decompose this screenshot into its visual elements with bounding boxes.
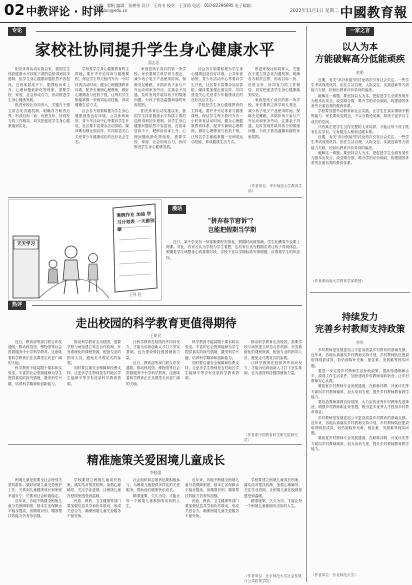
paragraph: 学校要建立困境儿童成长档案，落实结对帮扶机制，加强心理辅导，关注学业进展，让困境儿童在校园里感受到温暖。: [67, 478, 121, 498]
sidebar-top-body: [311, 78, 409, 278]
paragraph: 科学教育不能局限于课本和实验室。丰富的社会资源能够为学生提供真实的探究情境，激发科学兴趣，培养科学精神和创新能力。: [8, 366, 62, 386]
bottom-byline: 李晓蕾: [150, 470, 162, 475]
sidebar-tag: 一家之言: [346, 27, 374, 36]
paragraph: 近年来，各地不断健全困境儿童分类保障制度，基本生活保障水平稳步提高，但精准识别、精准帮扶的能力仍有待加强。: [185, 478, 239, 498]
editor-meta: 主编：翟帆 编辑：张树伟 设计：王尚书 校对：王亚琼 电话：010-82296695 电子邮箱：pinglun@edu.cn: [95, 3, 255, 13]
sidebar-bottom-byline: 李华: [356, 340, 364, 345]
paragraph: 要拓宽乡村教师专业发展通道，在职称评聘、评优评先等方面向乡村教师倾斜，加大培训力度，提升乡村教师教育教学能力。: [311, 436, 409, 451]
issue-date: 2022年11月1日 星期二: [290, 9, 339, 14]
cartoon-sign-text: 天天学习: [17, 242, 35, 247]
bottom-column-5: [244, 478, 302, 572]
paragraph: 让科学教育在校园内外同向发力，才能为培养创新人才打下坚实基础，也为建设科技强国储备力量。: [126, 340, 180, 360]
main-column-2: [75, 67, 129, 194]
bottom-column-4: [185, 478, 239, 582]
paragraph: 只有真正把学生当作完整的人来培养，才能让每个孩子既有扎实学识，又有健全人格和过硬本领。: [311, 124, 409, 135]
sidebar-bottom-source: （作者单位：东北师范大学）: [311, 573, 358, 577]
main-byline: 邵志忠: [148, 60, 160, 65]
paragraph: 阳光体育运动实施以来，我国学生体质健康水平持续下滑的趋势得到初步遏制，但学生身心健康问题依然不容忽视。近视率居高不下、肥胖检出率上升、心理问题低龄化等现象，需要学校、家庭、社会形成合力，协同推进学生身心健康发展。: [8, 67, 70, 103]
paragraph: 乡村教师是发展更加公平更高质量乡村教育的基础支撑。近年来，各地认真落实乡村教师支持计划，乡村教师队伍建设取得明显成效，但仍面临补充难、留住难、发展难等现实问题。: [311, 348, 409, 368]
paragraph: 近年来，各地不断健全困境儿童分类保障制度，基本生活保障水平稳步提高，但精准识别、精准帮扶的能力仍有待加强。: [8, 498, 62, 519]
paragraph: 社会各方面要积极为学生身心健康创造良好环境。公共体育场馆、青少年活动中心等要向学生开放，社区要丰富课余活动供给，媒体要加强正面宣传，共同营造关心关爱青少年健康成长的良好社会生态。: [191, 67, 243, 103]
paragraph: 社会各方面要积极为学生身心健康创造良好环境。公共体育场馆、青少年活动中心等要向学生开放，社区要丰富课余活动供给，媒体要加强正面宣传，共同营造关心关爱青少年健康成长的良好社会生态。: [75, 108, 129, 144]
middle-column-3: [126, 340, 180, 442]
middle-source: （作者系中国教育科学研究院研究员）: [244, 433, 298, 442]
main-column-3: [134, 67, 186, 194]
paragraph: 近期，有关"高分低能"的讨论再次引发社会关注。一些学生考试成绩优异，但在生活自理、人际交往、实践创新等方面能力欠缺，折射出教育评价导向的偏差。: [311, 78, 409, 93]
divider: [310, 292, 410, 293]
cartoon-paper-text: 寒假作业 加油 学习计划表 一天都别歇: [116, 212, 155, 233]
paragraph: 近日，教育部等部门联合印发通知，推动科技馆、博物馆等社会资源服务中小学科学教育。这意味着科学教育正在从课堂走向更广阔的天地。: [8, 340, 62, 365]
main-column-5: [248, 67, 300, 182]
sidebar-bottom-headline-2: 完善乡村教师支持政策: [314, 325, 405, 335]
middle-tag-rule: [32, 305, 302, 306]
main-column-4: [191, 67, 243, 194]
paragraph: 学校是学生身心健康教育的主阵地。要开齐开足体育与健康课程，保证学生每天校内外各一小时体育活动时间，健全心理健康教育体系，配齐专兼职心理教师，做好心理筛查与危机干预，让每名学生都能掌握一至两项运动技能，养成健康生活方式。: [191, 103, 243, 144]
middle-tag: 热评: [8, 301, 26, 310]
paragraph: 近日，某中学发布一份寒假课程安排表，假期时间被排满，学生吐槽春节也要上网课。对此，有家长认为学校为学生着想，也有家长认为假期应该让孩子得到休息。假期是学生调整身心的重要时段，学校不宜以学期标准安排假期，应尊重学生的休息权。: [166, 240, 300, 260]
paragraph: 精准施策、久久为功，才能让每一个困境儿童都拥有出彩的人生。: [126, 493, 180, 509]
main-headline: 家校社协同提升学生身心健康水平: [34, 40, 275, 59]
bottom-headline: 精准施策关爱困境儿童成长: [87, 453, 225, 467]
divider: [8, 197, 302, 198]
sidebar-divider: [306, 26, 307, 582]
paragraph: 家庭是孩子成长的第一所学校。家长要树立科学育儿观念，减少孩子电子产品使用时间，保障充足睡眠，多陪伴孩子参与户外运动和家务劳动，注重亲子沟通，及时发现并疏导孩子的情绪问题，为孩子营造温馨和谐的家庭氛围。: [248, 98, 300, 139]
main-tag-rule: [36, 31, 296, 32]
sidebar-bottom-headline-1: 持续发力: [341, 313, 378, 323]
cartoon-illustration: [8, 199, 162, 301]
paragraph: 同时要注重安全保障和经费支持，让更多学生特别是农村地区学生能够平等享有优质科学教育资源。: [67, 366, 121, 386]
paragraph: 破解这一难题，要坚持以人为本，把促进学生全面发展作为根本出发点，改变唯分数、唯升学的评价倾向，构建德智体美劳全面培养的教育体系。: [311, 93, 409, 109]
newspaper-masthead: 中國教育報: [340, 6, 408, 21]
section-title: 中教评论 · 时评: [26, 5, 104, 18]
paragraph: 近期，有关"高分低能"的讨论再次引发社会关注。一些学生考试成绩优异，但在生活自理、人际交往、实践创新等方面能力欠缺，折射出教育评价导向的偏差。: [311, 135, 409, 150]
paragraph: 社会组织和志愿者也要积极参与，为困境儿童提供多样化的关爱服务，帮助他们健康快乐成长。: [126, 478, 180, 493]
divider: [8, 444, 302, 445]
paragraph: 推进家校社协同育人，关键在于建立常态化沟通机制，明确各方职责边界，形成目标一致、优势互补、协同发力的工作格局，切实把促进学生身心健康落到实处。: [248, 67, 300, 98]
paragraph: 让科学教育在校园内外同向发力，才能为培养创新人才打下坚实基础，也为建设科技强国储备力量。: [244, 360, 302, 376]
paragraph: 学校要加强劳动教育和社会实践，让学生在真实情境中锻炼能力；家长要转变观念，不以分数论英雄，给孩子更多自主成长的空间。: [311, 109, 409, 124]
paragraph: 近日，教育部等部门联合印发通知，推动科技馆、博物馆等社会资源服务中小学科学教育。这意味着科学教育正在从课堂走向更广阔的天地。: [126, 360, 180, 386]
cartoon-subtitle: 岂能把假期当学期: [207, 227, 256, 234]
paragraph: 学校是学生身心健康教育的主阵地。要开齐开足体育与健康课程，保证学生每天校内外各一小时体育活动时间，健全心理健康教育体系，配齐专兼职心理教师，做好心理筛查与危机干预，让每名学生都能掌握一至两项运动技能，养成健康生活方式。: [75, 67, 129, 108]
sidebar-top-byline: 赵明: [356, 70, 364, 75]
bottom-column-1: [8, 478, 62, 582]
sidebar-top-headline-2: 方能破解高分低能顽疾: [314, 55, 405, 65]
bottom-column-3: [126, 478, 180, 582]
bottom-column-2: [67, 478, 121, 582]
paragraph: 要营造尊师重教良好氛围，大力宣传优秀乡村教师先进事迹，增强乡村教师职业荣誉感，吸引更多优秀人才投身乡村教育事业。: [311, 400, 409, 415]
cartoon-title: "拼弃春节窘诉"？: [207, 218, 257, 225]
middle-byline: 王新民: [150, 333, 162, 338]
bottom-source: （作者单位：北京师范大学社会发展与公共政策学院）: [244, 574, 302, 583]
middle-column-1: [8, 340, 62, 442]
paragraph: 要拓宽乡村教师专业发展通道，在职称评聘、评优评先等方面向乡村教师倾斜，加大培训力度，提升乡村教师教育教学能力。: [311, 384, 409, 399]
paragraph: 科学教育不能局限于课本和实验室。丰富的社会资源能够为学生提供真实的探究情境，激发科学兴趣，培养科学精神和创新能力。: [185, 340, 239, 360]
sidebar-top-source: （作者系西南大学教育学部教授）: [311, 279, 365, 283]
cartoon-artist: 王铎 绘: [129, 292, 142, 297]
paragraph: 乡村教师是发展更加公平更高质量乡村教育的基础支撑。近年来，各地认真落实乡村教师支持计划，乡村教师队伍建设取得明显成效，但仍面临补充难、留住难、发展难等现实问题。: [311, 415, 409, 436]
cartoon-caption: [166, 240, 300, 298]
paragraph: 学校要建立困境儿童成长档案，落实结对帮扶机制，加强心理辅导，关注学业进展，让困境儿童在校园里感受到温暖。: [244, 478, 302, 498]
cartoon-tag: 漫话: [168, 205, 186, 214]
paragraph: 家庭是孩子成长的第一所学校。家长要树立科学育儿观念，减少孩子电子产品使用时间，保障充足睡眠，多陪伴孩子参与户外运动和家务劳动，注重亲子沟通，及时发现并疏导孩子的情绪问题，为孩子营造温馨和谐的家庭氛围。: [134, 67, 186, 108]
paragraph: 民政、教育、卫生健康等部门要加强信息共享和协作联动，形成关爱合力，确保困境儿童关爱服务不留死角。: [67, 498, 121, 519]
paragraph: 推动科学教育走出校园，需要学校与场馆建立常态合作机制，开发系统化的课程资源，配备专业的指导人员，避免走马观花式的参观。: [67, 340, 121, 365]
paragraph: 同时要注重安全保障和经费支持，让更多学生特别是农村地区学生能够平等享有优质科学教育资源。: [185, 360, 239, 381]
middle-headline: 走出校园的科学教育更值得期待: [75, 316, 237, 330]
paragraph: 推动科学教育走出校园，需要学校与场馆建立常态合作机制，开发系统化的课程资源，配备专业的指导人员，避免走马观花式的参观。: [244, 340, 302, 360]
middle-column-5: [244, 340, 302, 432]
sidebar-top-headline-1: 以人为本: [341, 43, 378, 53]
main-source: （作者单位：华东师范大学教育学部）: [248, 184, 302, 193]
main-column-1: [8, 67, 70, 194]
paragraph: 破解这一难题，要坚持以人为本，把促进学生全面发展作为根本出发点，改变唯分数、唯升学的评价倾向，构建德智体美劳全面培养的教育体系。: [311, 150, 409, 166]
middle-column-2: [67, 340, 121, 442]
paragraph: 困境儿童是需要全社会特别关爱的群体。做好困境儿童关爱保护工作，关系到儿童健康成长和家庭幸福安宁，关系到社会和谐稳定。: [8, 478, 62, 498]
sidebar-bottom-body: [311, 348, 409, 570]
middle-column-4: [185, 340, 239, 442]
paragraph: 要进一步完善乡村教师生活补助政策，提高待遇保障水平，改善工作生活条件，加快建设乡村教师周转宿舍，让乡村教师安心从教。: [311, 368, 409, 384]
main-tag: 专论: [8, 27, 26, 36]
paragraph: 精准施策、久久为功，才能让每一个困境儿童都拥有出彩的人生。: [244, 498, 302, 509]
paragraph: 民政、教育、卫生健康等部门要加强信息共享和协作联动，形成关爱合力，确保困境儿童关爱服务不留死角。: [185, 498, 239, 519]
paragraph: 推进家校社协同育人，关键在于建立常态化沟通机制，明确各方职责边界，形成目标一致、优势互补、协同发力的工作格局，切实把促进学生身心健康落到实处。: [8, 103, 70, 129]
page-number: 02: [4, 1, 25, 19]
paragraph: 阳光体育运动实施以来，我国学生体质健康水平持续下滑的趋势得到初步遏制，但学生身心健康问题依然不容忽视。近视率居高不下、肥胖检出率上升、心理问题低龄化等现象，需要学校、家庭、社会形成合力，协同推进学生身心健康发展。: [134, 108, 186, 150]
